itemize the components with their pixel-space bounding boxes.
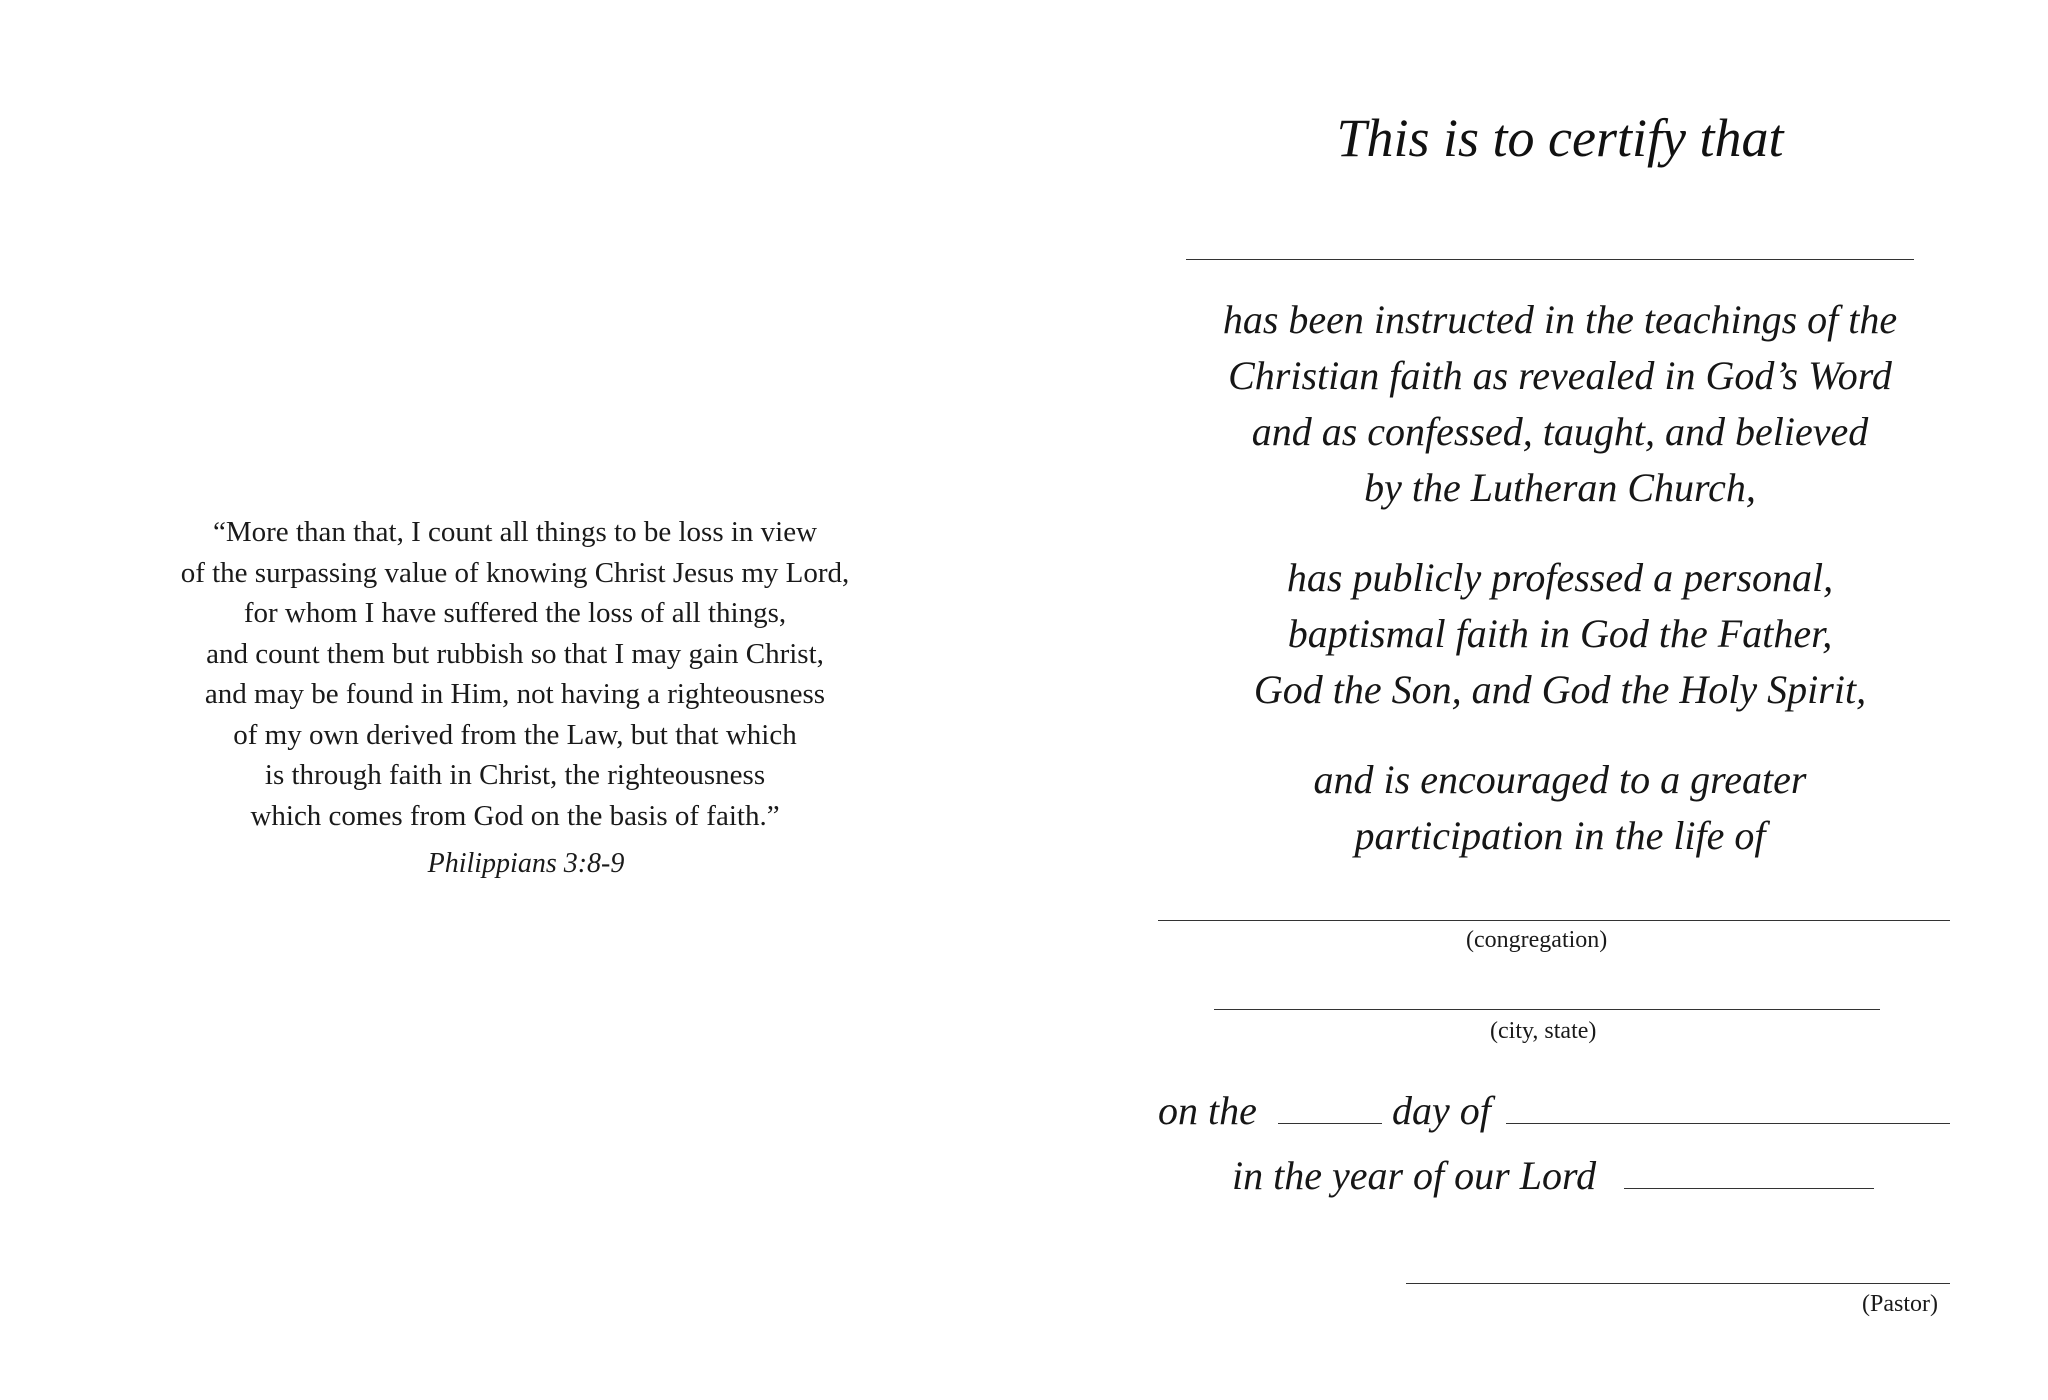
- paragraph-line: participation in the life of: [1354, 813, 1766, 858]
- year-label: in the year of our Lord: [1232, 1153, 1597, 1198]
- paragraph-line: baptismal faith in God the Father,: [1287, 611, 1833, 656]
- encouragement-paragraph: [1150, 752, 1970, 864]
- paragraph-line: has been instructed in the teachings of the: [1222, 297, 1898, 342]
- scripture-line: which comes from God on the basis of faith.”: [250, 799, 780, 832]
- scripture-reference: Philippians 3:8-9: [427, 848, 625, 879]
- paragraph-line: and as confessed, taught, and believed: [1251, 409, 1869, 454]
- scripture-line: for whom I have suffered the loss of all things,: [243, 597, 787, 629]
- congregation-line[interactable]: [1158, 920, 1950, 921]
- scripture-line: of the surpassing value of knowing Christ Jesus my Lord,: [180, 556, 850, 589]
- scripture-quotation: [100, 512, 930, 882]
- paragraph-line: has publicly professed a personal,: [1286, 555, 1834, 600]
- day-line[interactable]: [1278, 1123, 1382, 1124]
- paragraph-line: Christian faith as revealed in God’s Word: [1228, 353, 1892, 398]
- congregation-caption: (congregation): [1466, 927, 1608, 953]
- scripture-line: is through faith in Christ, the righteousness: [264, 759, 766, 791]
- instruction-paragraph: [1150, 292, 1970, 516]
- year-line[interactable]: [1624, 1188, 1874, 1189]
- on-the-label: on the: [1158, 1088, 1257, 1133]
- month-line[interactable]: [1506, 1123, 1950, 1124]
- scripture-line: and may be found in Him, not having a righteousness: [204, 678, 826, 710]
- city-state-caption: (city, state): [1490, 1018, 1597, 1044]
- paragraph-line: God the Son, and God the Holy Spirit,: [1253, 667, 1867, 712]
- certificate-title: This is to certify that: [1336, 108, 1784, 168]
- pastor-caption: (Pastor): [1862, 1291, 1938, 1317]
- pastor-signature-line[interactable]: [1406, 1283, 1950, 1284]
- city-state-line[interactable]: [1214, 1009, 1880, 1010]
- scripture-line: “More than that, I count all things to be loss in view: [212, 516, 818, 548]
- paragraph-line: by the Lutheran Church,: [1364, 465, 1756, 510]
- scripture-line: of my own derived from the Law, but that which: [233, 718, 797, 751]
- day-of-label: day of: [1392, 1088, 1491, 1133]
- name-line[interactable]: [1186, 259, 1914, 260]
- profession-paragraph: [1150, 550, 1970, 718]
- scripture-line: and count them but rubbish so that I may gain Christ,: [206, 637, 824, 670]
- paragraph-line: and is encouraged to a greater: [1313, 757, 1807, 802]
